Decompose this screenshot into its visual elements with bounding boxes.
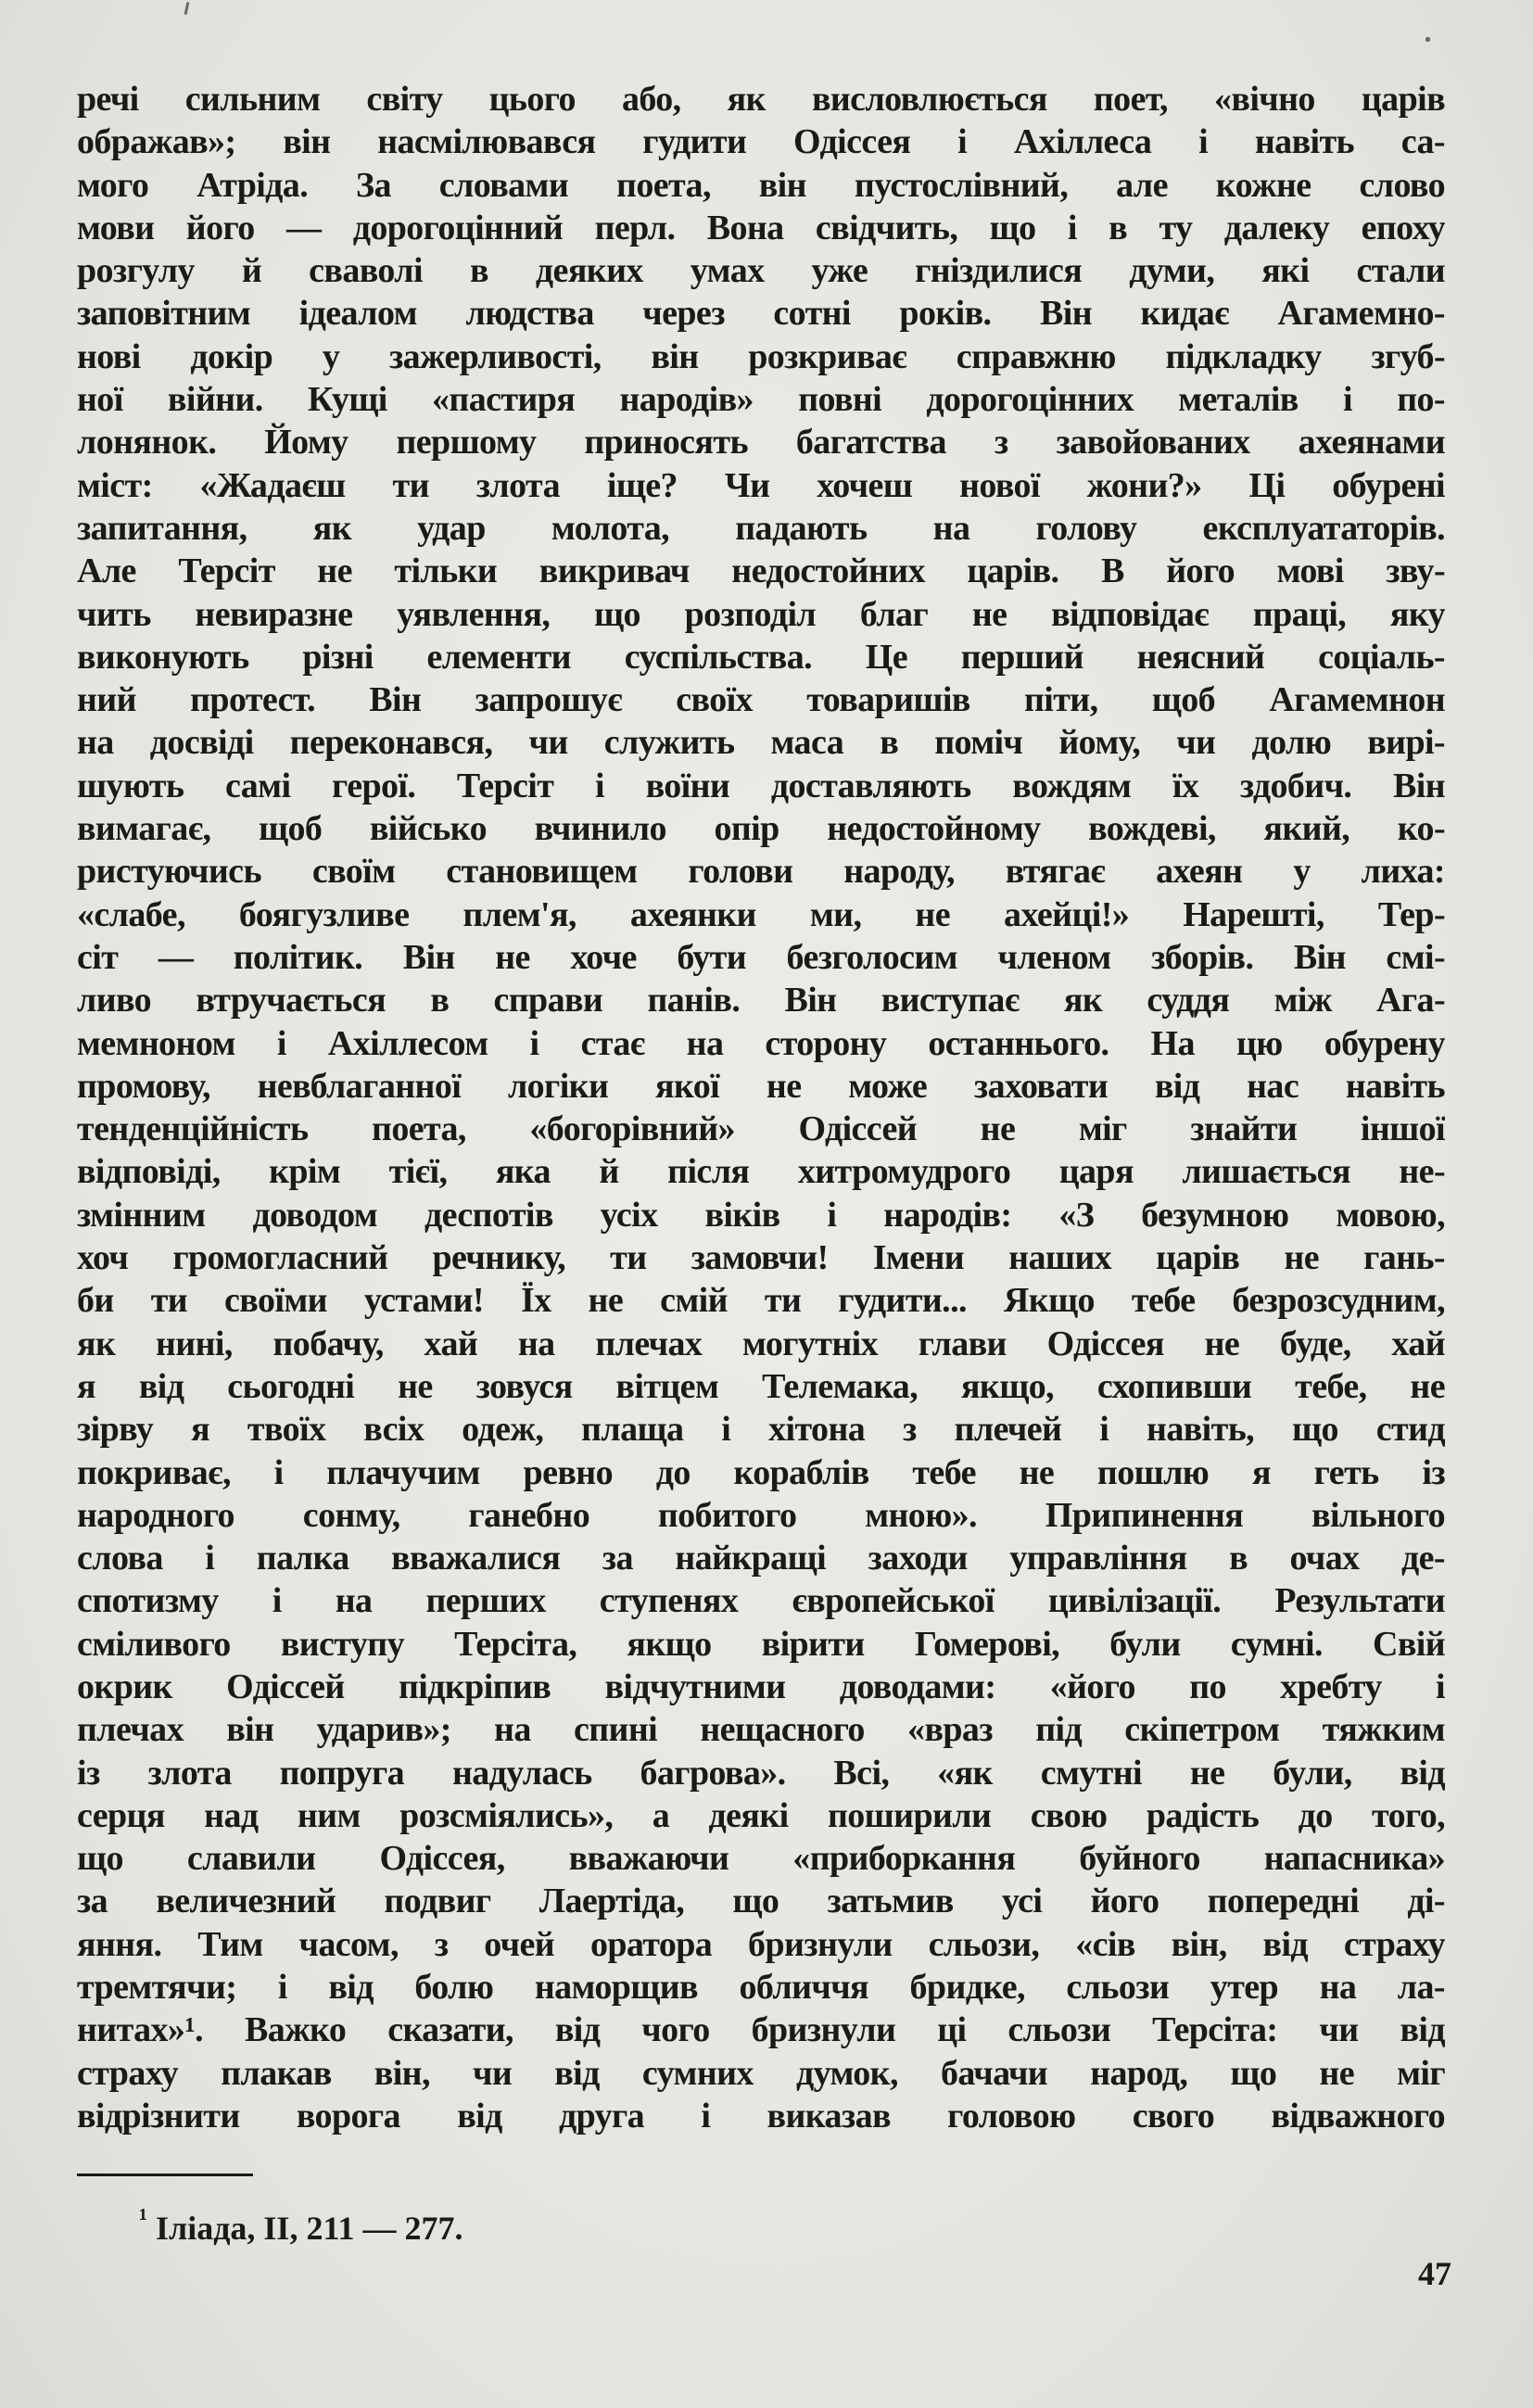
text-line: як нині, побачу, хай на плечах могутніх глави Одіссея не буде, хай: [77, 1324, 1445, 1363]
text-line: хоч громогласний речнику, ти замовчи! Імени наших царів не гань-: [77, 1238, 1445, 1278]
text-line: на досвіді переконався, чи служить маса в поміч йому, чи долю вирі-: [77, 723, 1445, 763]
text-line: ристуючись своїм становищем голови народу, втягає ахеян у лиха:: [77, 852, 1445, 892]
text-line: страху плакав він, чи від сумних думок, бачачи народ, що не міг: [77, 2053, 1445, 2093]
text-line: ної війни. Кущі «пастиря народів» повні дорогоцінних металів і по-: [77, 380, 1445, 420]
text-line: що славили Одіссея, вважаючи «приборкання буйного напасника»: [77, 1839, 1445, 1879]
text-line: я від сьогодні не зовуся вітцем Телемака, якщо, схопивши тебе, не: [77, 1366, 1445, 1406]
text-line: серця над ним розсміялись», а деякі поширили свою радість до того,: [77, 1795, 1445, 1835]
text-line: за величезний подвиг Лаертіда, що затьмив усі його попередні ді-: [77, 1882, 1445, 1921]
text-line: речі сильним світу цього або, як висловлюється поет, «вічно царів: [77, 80, 1445, 119]
text-line: сміливого виступу Терсіта, якщо вірити Гомерові, були сумні. Свій: [77, 1624, 1445, 1664]
text-line: зірву я твоїх всіх одеж, плаща і хітона з плечей і навіть, що стид: [77, 1410, 1445, 1450]
text-line: шують самі герої. Терсіт і воїни доставляють вождям їх здобич. Він: [77, 766, 1445, 805]
text-line: нитах»¹. Важко сказати, від чого бризнули ці сльози Терсіта: чи від: [77, 2010, 1445, 2050]
text-line: запитання, як удар молота, падають на голову експлуататорів.: [77, 508, 1445, 548]
footnote-divider: [77, 2174, 253, 2176]
text-line: яння. Тим часом, з очей оратора бризнули сльози, «сів він, від страху: [77, 1924, 1445, 1964]
page-number: 47: [1418, 2255, 1451, 2292]
text-line: Але Терсіт не тільки викривач недостойних царів. В його мові зву-: [77, 551, 1445, 591]
text-line: слова і палка вважалися за найкращі заходи управління в очах де-: [77, 1539, 1445, 1578]
text-line: із злота попруга надулась багрова». Всі, «як смутні не були, від: [77, 1753, 1445, 1793]
text-line: відрізнити ворога від друга і виказав головою свого відважного: [77, 2096, 1445, 2136]
text-line: сіт — політик. Він не хоче бути безголосим членом зборів. Він смі-: [77, 937, 1445, 977]
text-line: ображав»; він насмілювався гудити Одіссея і Ахіллеса і навіть са-: [77, 122, 1445, 162]
footnote-marker: ¹: [139, 2203, 147, 2234]
text-line: мемноном і Ахіллесом і стає на сторону останнього. На цю обурену: [77, 1023, 1445, 1063]
text-line: мого Атріда. За словами поета, він пустослівний, але кожне слово: [77, 165, 1445, 205]
body-text: [77, 78, 1445, 2137]
footnote-text: Іліада, II, 211 — 277.: [156, 2210, 463, 2247]
text-line: ний протест. Він запрошує своїх товаришів піти, щоб Агамемнон: [77, 680, 1445, 720]
text-line: окрик Одіссей підкріпив відчутними доводами: «його по хребту і: [77, 1667, 1445, 1706]
text-line: спотизму і на перших ступенях європейської цивілізації. Результати: [77, 1581, 1445, 1621]
text-line: плечах він ударив»; на спині нещасного «враз під скіпетром тяжким: [77, 1710, 1445, 1750]
text-line: «слабе, боягузливе плем'я, ахеянки ми, не ахейці!» Нарешті, Тер-: [77, 894, 1445, 934]
text-line: міст: «Жадаєш ти злота іще? Чи хочеш нової жони?» Ці обурені: [77, 465, 1445, 505]
text-line: ливо втручається в справи панів. Він виступає як суддя між Ага-: [77, 981, 1445, 1020]
text-line: промову, невблаганної логіки якої не може заховати від нас навіть: [77, 1066, 1445, 1106]
text-line: відповіді, крім тієї, яка й після хитромудрого царя лишається не-: [77, 1152, 1445, 1192]
text-line: вимагає, щоб військо вчинило опір недостойному вождеві, який, ко-: [77, 809, 1445, 849]
footnote: [139, 2199, 462, 2249]
scan-speck: [1425, 37, 1430, 42]
text-line: мови його — дорогоцінний перл. Вона свідчить, що і в ту далеку епоху: [77, 208, 1445, 247]
text-line: лонянок. Йому першому приносять багатства з завойованих ахеянами: [77, 423, 1445, 463]
text-line: би ти своїми устами! Їх не смій ти гудити... Якщо тебе безрозсудним,: [77, 1281, 1445, 1321]
text-line: тремтячи; і від болю наморщив обличчя бридке, сльози утер на ла-: [77, 1968, 1445, 2008]
text-line: виконують різні елементи суспільства. Це перший неясний соціаль-: [77, 637, 1445, 677]
text-line: народного сонму, ганебно побитого мною». Припинення вільного: [77, 1495, 1445, 1535]
text-line: чить невиразне уявлення, що розподіл благ не відповідає праці, яку: [77, 594, 1445, 634]
text-line: розгулу й сваволі в деяких умах уже гніздилися думи, які стали: [77, 251, 1445, 291]
text-line: нові докір у зажерливості, він розкриває справжню підкладку згуб-: [77, 336, 1445, 376]
text-line: змінним доводом деспотів усіх віків і народів: «З безумною мовою,: [77, 1195, 1445, 1235]
text-line: тенденційність поета, «богорівний» Одіссей не міг знайти іншої: [77, 1109, 1445, 1149]
text-line: заповітним ідеалом людства через сотні років. Він кидає Агамемно-: [77, 294, 1445, 334]
text-line: покриває, і плачучим ревно до кораблів тебе не пошлю я геть із: [77, 1452, 1445, 1492]
